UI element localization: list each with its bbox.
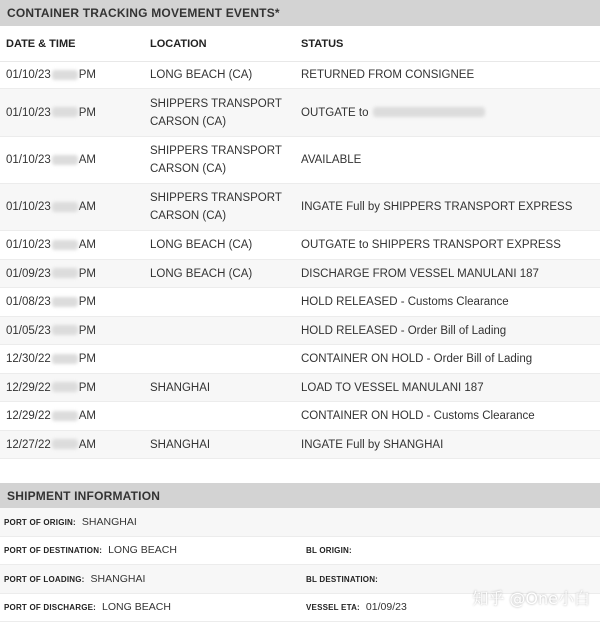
event-status — [301, 436, 443, 454]
redacted-time — [52, 155, 78, 165]
event-datetime — [6, 436, 96, 454]
tracking-section-title: CONTAINER TRACKING MOVEMENT EVENTS* — [0, 0, 600, 26]
event-date: 12/27/22 — [6, 438, 51, 451]
bl-origin-field — [306, 544, 358, 556]
event-status-text: HOLD RELEASED - Order Bill of Lading — [301, 324, 507, 337]
event-date: 01/09/23 — [6, 267, 51, 280]
event-time-suffix: AM — [78, 239, 97, 251]
table-row — [0, 137, 600, 184]
event-status — [301, 265, 539, 283]
port-of-destination-label: PORT OF DESTINATION: — [4, 546, 103, 556]
event-status-text: RETURNED FROM CONSIGNEE — [301, 69, 475, 81]
table-row — [0, 184, 600, 231]
event-time-suffix: PM — [78, 353, 97, 365]
shipment-row — [0, 508, 600, 537]
redacted-time — [52, 202, 78, 212]
event-date: 01/10/23 — [6, 201, 51, 213]
event-time-suffix: PM — [78, 324, 97, 337]
event-date: 01/05/23 — [6, 324, 51, 337]
table-row — [0, 231, 600, 260]
port-of-origin-value: SHANGHAI — [81, 515, 137, 528]
event-status-text: OUTGATE to — [301, 106, 369, 119]
redacted-time — [52, 382, 78, 392]
event-time-suffix: PM — [78, 267, 97, 280]
event-status-text: CONTAINER ON HOLD - Order Bill of Lading — [301, 353, 533, 365]
table-row — [0, 374, 600, 402]
event-location: SHIPPERS TRANSPORT CARSON (CA) — [150, 97, 282, 128]
table-row — [0, 89, 600, 137]
event-status — [301, 66, 474, 84]
port-of-discharge-field — [4, 601, 171, 613]
table-row — [0, 345, 600, 374]
event-location: SHANGHAI — [150, 381, 211, 394]
event-date: 01/10/23 — [6, 154, 51, 166]
shipment-section-title: SHIPMENT INFORMATION — [0, 483, 600, 508]
event-time-suffix: PM — [78, 296, 97, 308]
event-datetime — [6, 236, 96, 254]
event-status — [301, 407, 535, 425]
table-row — [0, 317, 600, 345]
port-of-loading-value: SHANGHAI — [90, 572, 146, 585]
event-status-text: AVAILABLE — [301, 154, 362, 166]
event-datetime — [6, 265, 96, 283]
event-status-text: INGATE Full by SHIPPERS TRANSPORT EXPRESS — [301, 201, 573, 213]
vessel-eta-value: 01/09/23 — [365, 601, 407, 614]
event-status-text: OUTGATE to SHIPPERS TRANSPORT EXPRESS — [301, 239, 561, 251]
port-of-destination-field — [4, 544, 177, 556]
event-time-suffix: AM — [78, 438, 97, 451]
event-location: SHANGHAI — [150, 438, 211, 451]
bl-origin-label: BL ORIGIN: — [306, 546, 352, 556]
redacted-time — [52, 70, 78, 80]
event-location: LONG BEACH (CA) — [150, 267, 253, 280]
table-row — [0, 288, 600, 317]
port-of-discharge-label: PORT OF DISCHARGE: — [4, 603, 97, 613]
redacted-time — [52, 107, 78, 117]
vessel-eta-field — [306, 601, 407, 613]
column-header-status: STATUS — [301, 37, 344, 50]
table-row — [0, 402, 600, 431]
event-status — [301, 293, 509, 311]
event-status — [301, 198, 572, 216]
port-of-loading-field — [4, 573, 145, 585]
event-date: 12/29/22 — [6, 381, 51, 394]
event-datetime — [6, 151, 96, 169]
event-date: 01/10/23 — [6, 239, 51, 251]
shipment-row — [0, 537, 600, 566]
event-status-text: HOLD RELEASED - Customs Clearance — [301, 296, 509, 308]
redacted-time — [52, 240, 78, 250]
event-date: 01/10/23 — [6, 69, 51, 81]
table-row — [0, 431, 600, 459]
event-datetime — [6, 66, 96, 84]
event-datetime — [6, 293, 96, 311]
event-status-text: DISCHARGE FROM VESSEL MANULANI 187 — [301, 267, 539, 280]
column-header-location: LOCATION — [150, 37, 207, 50]
event-status — [301, 322, 506, 340]
column-header-date: DATE & TIME — [6, 37, 76, 50]
port-of-destination-value: LONG BEACH — [108, 544, 177, 557]
tracking-table-body — [0, 62, 600, 459]
event-datetime — [6, 407, 96, 425]
table-row — [0, 62, 600, 89]
event-status — [301, 104, 486, 122]
event-time-suffix: AM — [78, 410, 97, 422]
event-datetime — [6, 350, 96, 368]
event-date: 01/08/23 — [6, 296, 51, 308]
redacted-time — [52, 325, 78, 335]
event-date: 12/29/22 — [6, 410, 51, 422]
bl-destination-label: BL DESTINATION: — [306, 574, 379, 584]
port-of-origin-label: PORT OF ORIGIN: — [4, 517, 76, 527]
event-status — [301, 379, 484, 397]
event-time-suffix: PM — [78, 69, 97, 81]
event-status — [301, 350, 532, 368]
event-location: LONG BEACH (CA) — [150, 69, 253, 81]
redacted-time — [52, 411, 78, 421]
event-status — [301, 151, 361, 169]
watermark: 知乎 @One小白 — [472, 589, 590, 608]
redacted-time — [52, 297, 78, 307]
event-datetime — [6, 198, 96, 216]
redacted-time — [52, 439, 78, 449]
event-datetime — [6, 379, 96, 397]
port-of-origin-field — [4, 516, 137, 528]
tracking-table-header — [0, 26, 600, 62]
event-status — [301, 236, 561, 254]
event-location: SHIPPERS TRANSPORT CARSON (CA) — [150, 192, 282, 222]
event-status-text: INGATE Full by SHANGHAI — [301, 438, 444, 451]
event-status-text: CONTAINER ON HOLD - Customs Clearance — [301, 410, 535, 422]
event-datetime — [6, 104, 96, 122]
bl-destination-field — [306, 573, 384, 585]
event-location: SHIPPERS TRANSPORT CARSON (CA) — [150, 145, 282, 175]
table-row — [0, 260, 600, 288]
port-of-discharge-value: LONG BEACH — [102, 601, 171, 614]
redacted-destination — [373, 107, 485, 117]
vessel-eta-label: VESSEL ETA: — [306, 603, 360, 613]
event-time-suffix: PM — [78, 381, 97, 394]
event-time-suffix: AM — [78, 154, 97, 166]
event-time-suffix: AM — [78, 201, 97, 213]
port-of-loading-label: PORT OF LOADING: — [4, 574, 85, 584]
event-date: 01/10/23 — [6, 106, 51, 119]
event-date: 12/30/22 — [6, 353, 51, 365]
event-time-suffix: PM — [78, 106, 97, 119]
redacted-time — [52, 354, 78, 364]
event-status-text: LOAD TO VESSEL MANULANI 187 — [301, 381, 484, 394]
event-datetime — [6, 322, 96, 340]
event-location: LONG BEACH (CA) — [150, 239, 253, 251]
redacted-time — [52, 268, 78, 278]
